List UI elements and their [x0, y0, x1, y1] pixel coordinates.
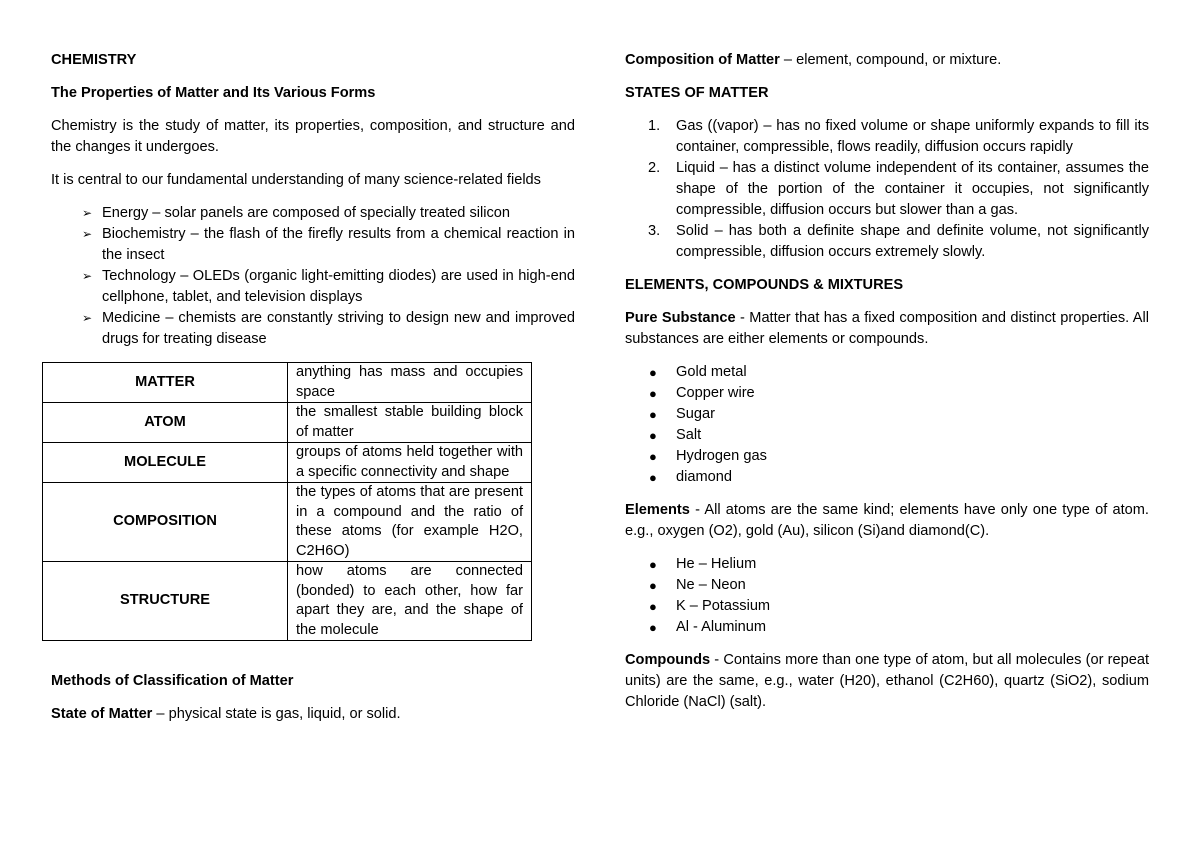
list-item-text: Solid – has both a definite shape and definite volume, not significantly compressible, diffusion occurs extremely slowly.: [676, 223, 1149, 260]
compounds-label: Compounds: [625, 652, 711, 668]
definitions-table: [42, 362, 532, 641]
list-item-text: Sugar: [676, 406, 715, 422]
pure-substance-label: Pure Substance: [625, 310, 736, 326]
term-cell: COMPOSITION: [43, 483, 288, 562]
list-item: [625, 554, 1149, 575]
table-row: [43, 562, 532, 641]
arrow-bullet-icon: ➢: [82, 269, 93, 283]
term-cell: STRUCTURE: [43, 562, 288, 641]
list-item-text: Biochemistry – the flash of the firefly results from a chemical reaction in the insect: [102, 226, 575, 263]
elements-label: Elements: [625, 502, 690, 518]
list-item: [625, 575, 1149, 596]
list-number: 2.: [648, 160, 661, 176]
arrow-bullet-icon: ➢: [82, 227, 93, 241]
definition-cell: groups of atoms held together with a specific connectivity and shape: [288, 443, 532, 483]
element-examples-list: [625, 554, 1149, 638]
bullet-icon: ●: [649, 407, 657, 422]
list-item: [625, 383, 1149, 404]
list-item-text: Hydrogen gas: [676, 448, 767, 464]
composition-label: Composition of Matter: [625, 52, 780, 68]
list-item-text: Al - Aluminum: [676, 619, 767, 635]
arrow-bullet-icon: ➢: [82, 206, 93, 220]
composition-text: – element, compound, or mixture.: [779, 52, 1002, 68]
intro-paragraph: Chemistry is the study of matter, its properties, composition, and structure and the changes it undergoes.: [51, 118, 575, 155]
composition-paragraph: [625, 50, 1149, 71]
list-item: [625, 446, 1149, 467]
state-of-matter-paragraph: [51, 704, 575, 725]
methods-heading: Methods of Classification of Matter: [51, 673, 294, 689]
list-item: [625, 425, 1149, 446]
bullet-icon: ●: [649, 620, 657, 635]
bullet-icon: ●: [649, 428, 657, 443]
table-row: [43, 483, 532, 562]
list-item-text: Liquid – has a distinct volume independent of its container, assumes the shape of the portion of the container it occupies, not significantly compressible, diffusion occurs but slower than a gas.: [676, 160, 1149, 218]
table-row: [43, 403, 532, 443]
list-item-text: Salt: [676, 427, 702, 443]
term-cell: MATTER: [43, 363, 288, 403]
list-item-text: Gold metal: [676, 364, 747, 380]
list-item: [625, 596, 1149, 617]
bullet-icon: ●: [649, 470, 657, 485]
fields-list: [51, 203, 575, 350]
pure-substance-text: - Matter that has a fixed composition and distinct properties. All substances are either elements or compounds.: [625, 310, 1149, 347]
table-row: [43, 443, 532, 483]
list-number: 1.: [648, 118, 661, 134]
state-of-matter-text: – physical state is gas, liquid, or solid.: [152, 706, 401, 722]
arrow-bullet-icon: ➢: [82, 311, 93, 325]
list-item-text: Energy – solar panels are composed of specially treated silicon: [102, 205, 511, 221]
right-column: [625, 50, 1149, 725]
list-item-text: Technology – OLEDs (organic light-emitting diodes) are used in high-end cellphone, tablet, and television displays: [102, 268, 575, 305]
list-item: [625, 467, 1149, 488]
subject-heading: CHEMISTRY: [51, 52, 137, 68]
term-cell: MOLECULE: [43, 443, 288, 483]
state-of-matter-label: State of Matter: [51, 706, 153, 722]
list-item-text: diamond: [676, 469, 732, 485]
bullet-icon: ●: [649, 599, 657, 614]
list-item-text: He – Helium: [676, 556, 757, 572]
states-list: [625, 116, 1149, 263]
bullet-icon: ●: [649, 578, 657, 593]
page-title: The Properties of Matter and Its Various Forms: [51, 85, 376, 101]
spacer: [51, 641, 575, 671]
pure-substance-paragraph: [625, 308, 1149, 350]
definition-cell: how atoms are connected (bonded) to each other, how far apart they are, and the shape of the molecule: [288, 562, 532, 641]
list-item-text: Copper wire: [676, 385, 755, 401]
pure-examples-list: [625, 362, 1149, 488]
list-item: [625, 617, 1149, 638]
list-item-text: Gas ((vapor) – has no fixed volume or shape uniformly expands to fill its container, compressible, flows readily, diffusion occurs rapidly: [676, 118, 1149, 155]
left-column: [51, 50, 575, 737]
table-row: [43, 363, 532, 403]
fields-intro-paragraph: It is central to our fundamental understanding of many science-related fields: [51, 172, 541, 188]
definition-cell: the smallest stable building block of matter: [288, 403, 532, 443]
elements-paragraph: [625, 500, 1149, 542]
list-item: [625, 404, 1149, 425]
list-item: [51, 224, 575, 266]
list-item-text: K – Potassium: [676, 598, 771, 614]
list-number: 3.: [648, 223, 661, 239]
list-item: [51, 308, 575, 350]
list-item: [625, 116, 1149, 158]
list-item-text: Medicine – chemists are constantly striving to design new and improved drugs for treating disease: [102, 310, 575, 347]
list-item: [625, 362, 1149, 383]
bullet-icon: ●: [649, 557, 657, 572]
list-item: [51, 203, 575, 224]
list-item: [51, 266, 575, 308]
elements-text: - All atoms are the same kind; elements have only one type of atom. e.g., oxygen (O2), gold (Au), silicon (Si)and diamond(C).: [625, 502, 1149, 539]
states-heading: STATES OF MATTER: [625, 85, 769, 101]
list-item-text: Ne – Neon: [676, 577, 746, 593]
list-item: [625, 158, 1149, 221]
term-cell: ATOM: [43, 403, 288, 443]
compounds-paragraph: [625, 650, 1149, 713]
definition-cell: the types of atoms that are present in a compound and the ratio of these atoms (for example H2O, C2H6O): [288, 483, 532, 562]
definition-cell: anything has mass and occupies space: [288, 363, 532, 403]
compounds-text: - Contains more than one type of atom, but all molecules (or repeat units) are the same, e.g., water (H20), ethanol (C2H60), quartz (SiO2), sodium Chloride (NaCl) (salt).: [625, 652, 1149, 710]
bullet-icon: ●: [649, 365, 657, 380]
ecm-heading: ELEMENTS, COMPOUNDS & MIXTURES: [625, 277, 904, 293]
bullet-icon: ●: [649, 386, 657, 401]
bullet-icon: ●: [649, 449, 657, 464]
list-item: [625, 221, 1149, 263]
